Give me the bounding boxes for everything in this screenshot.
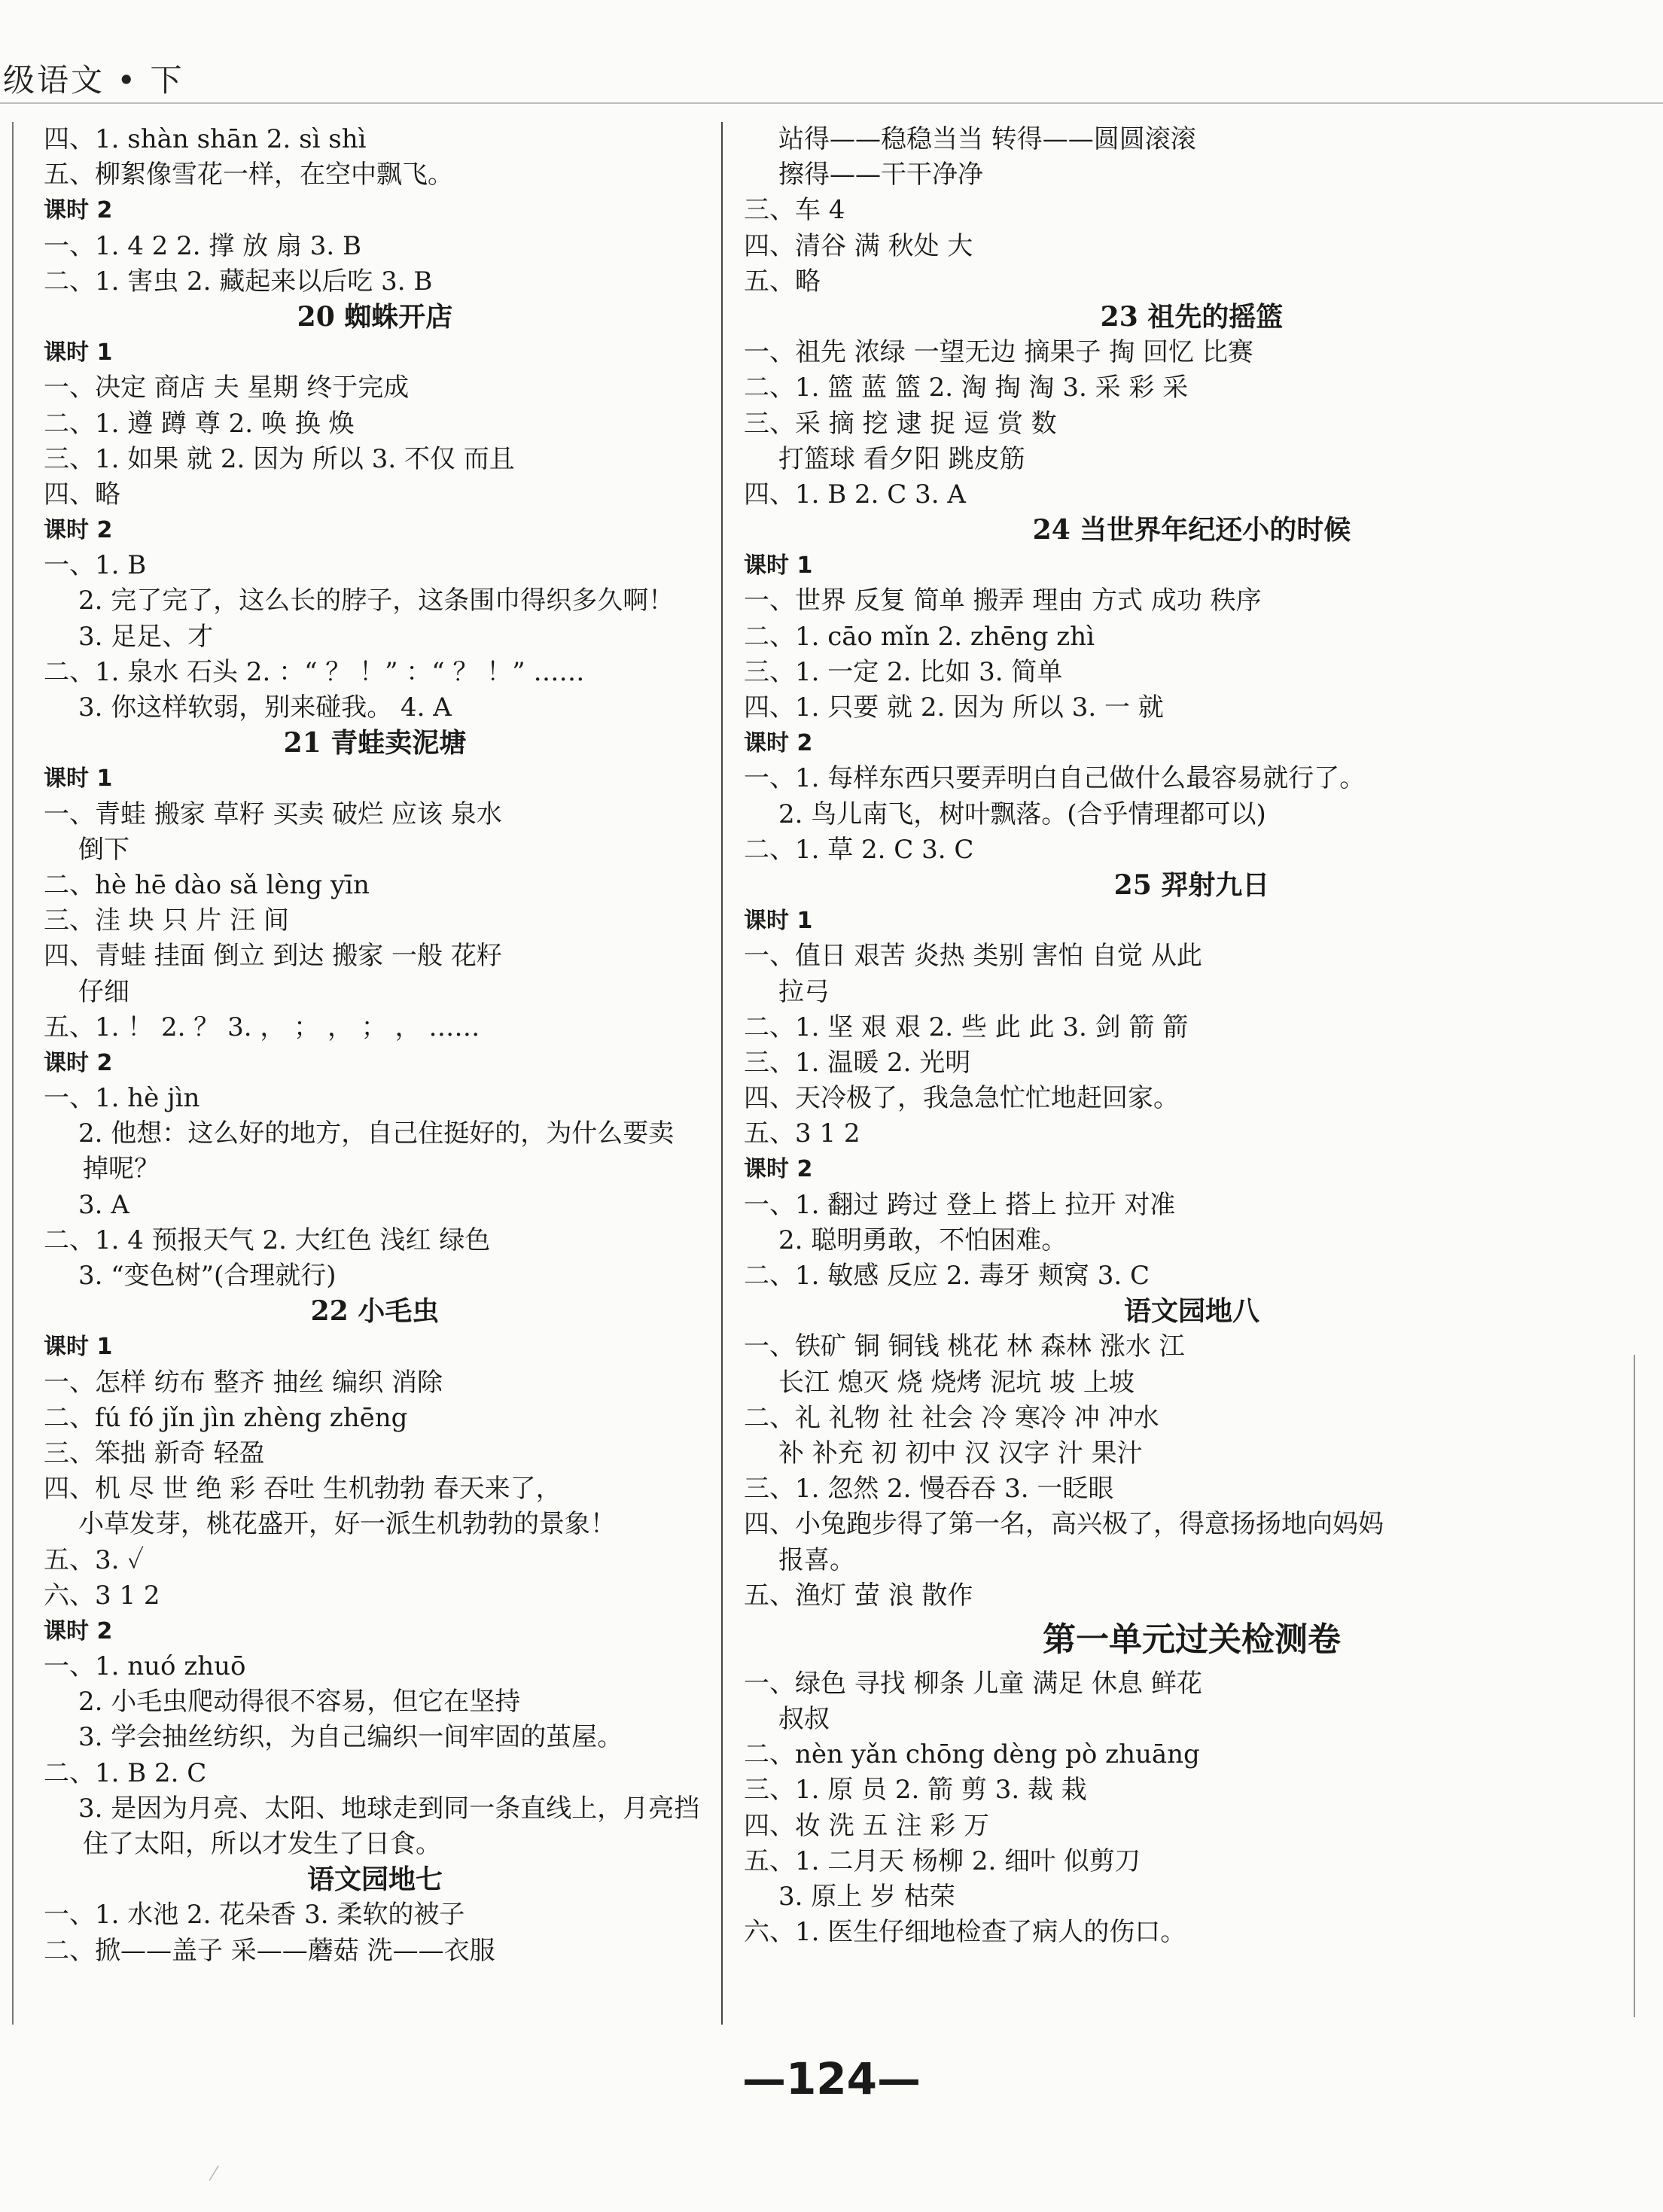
header-rule [0,102,1663,104]
answer-line: 一、1. hè jìn [44,1083,200,1114]
lesson-period-label: 课时 1 [44,1334,113,1361]
lesson-period-label: 课时 2 [44,197,113,224]
answer-line-continued: 补 补充 初 初中 汉 汉字 汁 果汁 [778,1438,1143,1468]
lesson-period-label: 课时 1 [44,765,113,793]
answer-line: 一、绿色 寻找 柳条 儿童 满足 休息 鲜花 [744,1668,1202,1699]
answer-line: 二、1. cāo mǐn 2. zhēng zhì [744,621,1095,652]
section-heading: 语文园地八 [1123,1295,1259,1328]
answer-line-continued: 住了太阳，所以才发生了日食。 [83,1829,441,1859]
answer-line: 二、1. B 2. C [44,1757,207,1788]
answer-line-continued: 2. 小毛虫爬动得很不容易，但它在坚持 [78,1687,521,1718]
answer-line: 一、铁矿 铜 铜钱 桃花 林 森林 涨水 江 [744,1331,1185,1362]
answer-line: 六、1. 医生仔细地检查了病人的伤口。 [744,1917,1186,1948]
answer-line: 二、礼 礼物 社 社会 冷 寒冷 冲 冲水 [744,1402,1159,1433]
answer-line: 五、1. ！ 2. ？ 3. ， ； ， ； ， …… [44,1012,480,1042]
answer-line: 三、1. 一定 2. 比如 3. 简单 [744,656,1063,687]
answer-line-continued: 2. 聪明勇敢，不怕困难。 [778,1225,1068,1255]
answer-line: 一、祖先 浓绿 一望无边 摘果子 掏 回忆 比赛 [744,337,1253,368]
answer-line-continued: 倒下 [78,834,129,865]
answer-line: 一、青蛙 搬家 草籽 买卖 破烂 应该 泉水 [44,799,502,829]
right-column [744,122,1640,1950]
answer-line-continued: 3. “变色树”(合理就行) [78,1261,337,1291]
answer-line-continued: 3. 原上 岁 枯荣 [778,1882,955,1912]
section-heading: 23 祖先的摇篮 [1100,300,1284,333]
answer-line: 二、1. 泉水 石头 2. ：“ ？ ！” ：“ ？ ！” …… [44,656,585,687]
left-column [44,122,706,1969]
answer-line-continued: 仔细 [78,976,129,1007]
section-heading: 21 青蛙卖泥塘 [283,727,467,759]
answer-line-continued: 2. 鸟儿南飞，树叶飘落。(合乎情理都可以) [778,799,1266,829]
answer-line: 一、1. 4 2 2. 撑 放 扇 3. B [44,230,362,261]
answer-line: 二、1. 遵 蹲 尊 2. 唤 换 焕 [44,408,355,439]
answer-line-continued: 擦得——干干净净 [778,160,983,190]
answer-line: 一、1. 每样东西只要弄明白自己做什么最容易就行了。 [744,763,1366,794]
section-heading: 25 羿射九日 [1113,869,1270,901]
answer-line: 五、柳絮像雪花一样，在空中飘飞。 [44,160,453,190]
answer-line: 四、略 [44,479,120,510]
lesson-period-label: 课时 2 [44,517,113,544]
answer-line-continued: 3. 足足、才 [78,621,214,652]
answer-line: 一、1. B [44,550,147,581]
lesson-period-label: 课时 2 [744,730,813,757]
answer-line-continued: 3. 你这样软弱，别来碰我。 4. A [78,692,452,723]
answer-line: 五、略 [744,266,821,297]
answer-line: 五、3. ✓ [44,1544,145,1575]
answer-line: 二、掀——盖子 采——蘑菇 洗——衣服 [44,1935,495,1966]
answer-line-continued: 3. 是因为月亮、太阳、地球走到同一条直线上，月亮挡 [78,1793,700,1824]
section-heading: 20 蜘蛛开店 [297,300,453,333]
unit-test-title: 第一单元过关检测卷 [1043,1620,1341,1659]
answer-line-continued: 站得——稳稳当当 转得——圆圆滚滚 [778,124,1196,154]
answer-line: 四、1. shàn shān 2. sì shì [44,124,367,154]
section-heading: 24 当世界年纪还小的时候 [1032,514,1351,546]
answer-line: 一、值日 艰苦 炎热 类别 害怕 自觉 从此 [744,941,1202,972]
section-heading: 22 小毛虫 [310,1295,440,1328]
answer-line-continued: 长江 熄灭 烧 烧烤 泥坑 坡 上坡 [778,1367,1135,1398]
lesson-period-label: 课时 2 [44,1049,113,1076]
answer-line: 二、1. 敏感 反应 2. 毒牙 颊窝 3. C [744,1261,1150,1291]
answer-line: 六、3 1 2 [44,1580,160,1611]
answer-line: 三、1. 忽然 2. 慢吞吞 3. 一眨眼 [744,1474,1114,1505]
answer-line: 四、妆 洗 五 注 彩 万 [744,1810,990,1841]
answer-line: 四、天冷极了，我急急忙忙地赶回家。 [744,1083,1179,1114]
page-number: —124— [742,2053,921,2104]
answer-line: 四、1. 只要 就 2. 因为 所以 3. 一 就 [744,692,1164,723]
answer-line-continued: 掉呢？ [83,1154,160,1185]
column-divider [721,122,723,2025]
answer-line: 二、nèn yǎn chōng dèng pò zhuāng [744,1739,1200,1770]
answer-line: 二、1. 草 2. C 3. C [744,834,974,865]
answer-line: 三、洼 块 只 片 汪 间 [44,905,290,936]
answer-line: 一、1. nuó zhuō [44,1651,246,1682]
answer-line: 三、1. 原 员 2. 箭 剪 3. 裁 栽 [744,1775,1087,1806]
answer-line: 三、笨拙 新奇 轻盈 [44,1438,265,1468]
answer-line-continued: 拉弓 [778,976,830,1007]
answer-line: 三、1. 温暖 2. 光明 [744,1047,971,1078]
answer-line: 一、世界 反复 简单 搬弄 理由 方式 成功 秩序 [744,586,1262,616]
answer-line: 一、1. 水池 2. 花朵香 3. 柔软的被子 [44,1900,465,1931]
answer-line-continued: 2. 完了完了，这么长的脖子，这条围巾得织多久啊！ [78,586,675,616]
answer-line: 一、1. 翻过 跨过 登上 搭上 拉开 对准 [744,1189,1176,1220]
answer-line-continued: 3. 学会抽丝纺织，为自己编织一间牢固的茧屋。 [78,1722,623,1753]
left-margin-rule [12,122,14,2025]
answer-line: 二、1. 篮 蓝 篮 2. 淘 掏 淘 3. 采 彩 采 [744,373,1189,403]
answer-line-continued: 2. 他想：这么好的地方，自己住挺好的，为什么要卖 [78,1118,675,1149]
answer-line: 四、小兔跑步得了第一名，高兴极了，得意扬扬地向妈妈 [744,1509,1384,1540]
answer-line: 五、3 1 2 [744,1118,860,1149]
scan-mark: ⁄ [212,2163,216,2186]
answer-line: 二、hè hē dào sǎ lèng yīn [44,869,370,900]
answer-line: 三、车 4 [744,195,845,226]
answer-line-continued: 小草发芽，桃花盛开，好一派生机勃勃的景象！ [78,1509,616,1540]
answer-line-continued: 3. A [78,1189,129,1220]
answer-line: 三、采 摘 挖 逮 捉 逗 赏 数 [744,408,1057,439]
answer-line: 五、渔灯 萤 浪 散作 [744,1580,973,1611]
right-margin-rule [1634,1355,1635,2017]
answer-line: 二、fú fó jǐn jìn zhèng zhēng [44,1402,408,1433]
answer-line: 二、1. 坚 艰 艰 2. 些 此 此 3. 剑 箭 箭 [744,1012,1189,1042]
answer-line: 四、清谷 满 秋处 大 [744,230,973,261]
answer-line: 五、1. 二月天 杨柳 2. 细叶 似剪刀 [744,1845,1141,1876]
lesson-period-label: 课时 1 [44,339,113,367]
answer-line-continued: 叔叔 [778,1704,830,1735]
answer-line: 二、1. 4 预报天气 2. 大红色 浅红 绿色 [44,1225,491,1255]
lesson-period-label: 课时 1 [744,908,813,935]
answer-line: 四、机 尽 世 绝 彩 吞吐 生机勃勃 春天来了， [44,1474,562,1505]
running-header: 级语文 • 下 [3,62,184,99]
answer-line: 四、青蛙 挂面 倒立 到达 搬家 一般 花籽 [44,941,502,972]
answer-line: 四、1. B 2. C 3. A [744,479,966,510]
lesson-period-label: 课时 1 [744,552,813,580]
section-heading: 语文园地七 [306,1864,443,1896]
lesson-period-label: 课时 2 [744,1156,813,1183]
answer-line: 三、1. 如果 就 2. 因为 所以 3. 不仅 而且 [44,443,515,474]
answer-line-continued: 打篮球 看夕阳 跳皮筋 [778,443,1025,474]
answer-line: 一、决定 商店 夫 星期 终于完成 [44,373,410,403]
answer-line: 二、1. 害虫 2. 藏起来以后吃 3. B [44,266,433,297]
lesson-period-label: 课时 2 [44,1617,113,1645]
answer-line-continued: 报喜。 [778,1544,855,1575]
answer-line: 一、怎样 纺布 整齐 抽丝 编织 消除 [44,1367,443,1398]
